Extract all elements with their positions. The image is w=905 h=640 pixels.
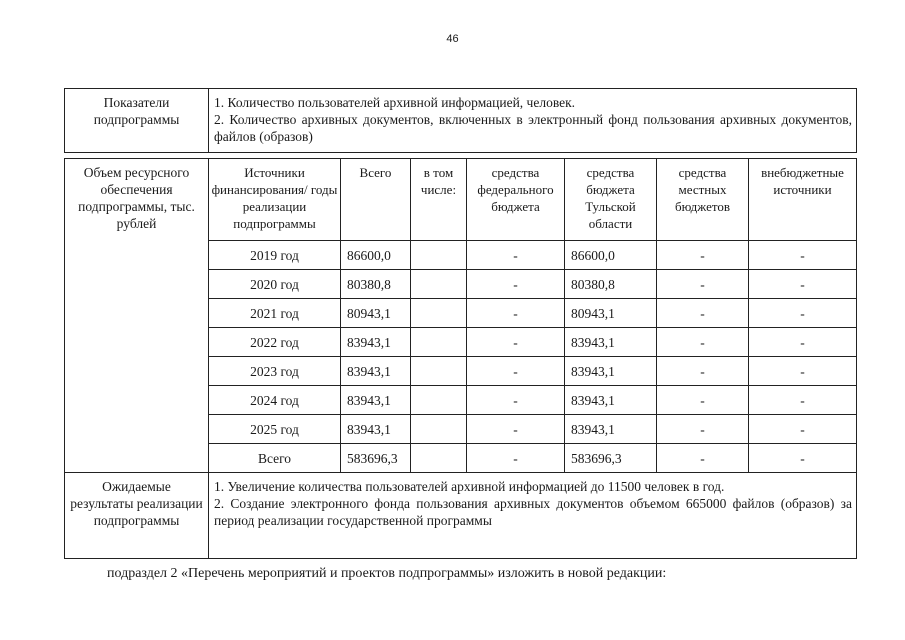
including-cell <box>411 357 467 386</box>
total-cell: 83943,1 <box>341 386 411 415</box>
year-cell: Всего <box>209 444 341 473</box>
header-including: в том числе: <box>411 159 467 241</box>
including-cell <box>411 241 467 270</box>
local-cell: - <box>657 241 749 270</box>
year-cell: 2022 год <box>209 328 341 357</box>
local-cell: - <box>657 444 749 473</box>
header-source: Источники финансирования/ годы реализации подпрограммы <box>209 159 341 241</box>
including-cell <box>411 328 467 357</box>
indicators-table <box>64 88 857 153</box>
federal-cell: - <box>467 386 565 415</box>
local-cell: - <box>657 328 749 357</box>
total-cell: 80380,8 <box>341 270 411 299</box>
regional-cell: 83943,1 <box>565 386 657 415</box>
total-cell: 86600,0 <box>341 241 411 270</box>
header-regional: средства бюджета Тульской области <box>565 159 657 241</box>
regional-cell: 86600,0 <box>565 241 657 270</box>
local-cell: - <box>657 415 749 444</box>
year-cell: 2020 год <box>209 270 341 299</box>
extra-cell: - <box>749 270 857 299</box>
federal-cell: - <box>467 415 565 444</box>
total-cell: 583696,3 <box>341 444 411 473</box>
year-cell: 2021 год <box>209 299 341 328</box>
regional-cell: 83943,1 <box>565 415 657 444</box>
including-cell <box>411 444 467 473</box>
regional-cell: 83943,1 <box>565 328 657 357</box>
indicators-content <box>209 89 857 153</box>
year-cell: 2019 год <box>209 241 341 270</box>
local-cell: - <box>657 357 749 386</box>
extra-cell: - <box>749 328 857 357</box>
indicator-item: 1. Количество пользователей архивной информацией, человек. <box>214 95 576 110</box>
including-cell <box>411 386 467 415</box>
total-cell: 83943,1 <box>341 357 411 386</box>
funding-label: Объем ресурсного обеспечения подпрограммы, тыс. рублей <box>65 159 209 473</box>
regional-cell: 583696,3 <box>565 444 657 473</box>
including-cell <box>411 415 467 444</box>
year-cell: 2025 год <box>209 415 341 444</box>
extra-cell: - <box>749 357 857 386</box>
regional-cell: 80943,1 <box>565 299 657 328</box>
extra-cell: - <box>749 415 857 444</box>
including-cell <box>411 270 467 299</box>
indicator-item: 2. Количество архивных документов, включенных в электронный фонд пользования архивных документов, файлов (образов) <box>214 112 852 144</box>
year-cell: 2024 год <box>209 386 341 415</box>
total-cell: 80943,1 <box>341 299 411 328</box>
extra-cell: - <box>749 444 857 473</box>
page-number: 46 <box>446 33 459 45</box>
header-extra: внебюджетные источники <box>749 159 857 241</box>
local-cell: - <box>657 299 749 328</box>
footer-text: подраздел 2 «Перечень мероприятий и проектов подпрограммы» изложить в новой редакции: <box>107 566 667 581</box>
indicators-label: Показатели подпрограммы <box>65 89 209 153</box>
total-cell: 83943,1 <box>341 328 411 357</box>
header-federal: средства федерального бюджета <box>467 159 565 241</box>
result-item: 1. Увеличение количества пользователей архивной информацией до 11500 человек в год. <box>214 479 725 494</box>
regional-cell: 83943,1 <box>565 357 657 386</box>
federal-cell: - <box>467 270 565 299</box>
federal-cell: - <box>467 241 565 270</box>
federal-cell: - <box>467 444 565 473</box>
local-cell: - <box>657 386 749 415</box>
extra-cell: - <box>749 386 857 415</box>
funding-table <box>64 158 857 559</box>
federal-cell: - <box>467 299 565 328</box>
extra-cell: - <box>749 241 857 270</box>
extra-cell: - <box>749 299 857 328</box>
including-cell <box>411 299 467 328</box>
total-cell: 83943,1 <box>341 415 411 444</box>
year-cell: 2023 год <box>209 357 341 386</box>
result-item: 2. Создание электронного фонда пользования архивных документов объемом 665000 файлов (образов) за период реализации государственной программы <box>214 496 852 528</box>
header-total: Всего <box>341 159 411 241</box>
federal-cell: - <box>467 357 565 386</box>
header-local: средства местных бюджетов <box>657 159 749 241</box>
results-content <box>209 473 857 559</box>
results-label: Ожидаемые результаты реализации подпрограммы <box>65 473 209 559</box>
federal-cell: - <box>467 328 565 357</box>
local-cell: - <box>657 270 749 299</box>
regional-cell: 80380,8 <box>565 270 657 299</box>
